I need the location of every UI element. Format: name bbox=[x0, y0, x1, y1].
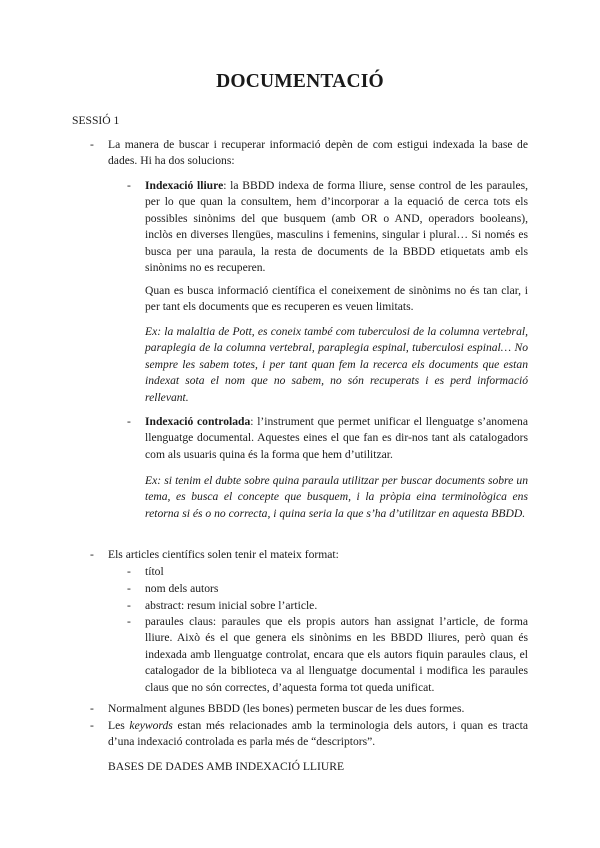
controlled-indexing-term: Indexació controlada bbox=[145, 415, 251, 428]
bullet-dash: - bbox=[90, 138, 94, 151]
articles-paragraph: Els articles científics solen tenir el mateix format: bbox=[108, 548, 339, 561]
sub-bullet-dash: - bbox=[127, 565, 131, 578]
free-indexing-term: Indexació lliure bbox=[145, 179, 224, 192]
keywords-pre: Les bbox=[108, 719, 130, 732]
free-indexing-note: Quan es busca informació científica el coneixement de sinònims no és tan clar, i per tant els documents que es recuperen es veuen limitats. bbox=[145, 284, 528, 314]
sub-bullet-dash: - bbox=[127, 582, 131, 595]
bullet-dash: - bbox=[90, 548, 94, 561]
sub-bullet-dash: - bbox=[127, 415, 131, 428]
controlled-indexing-example: Ex: si tenim el dubte sobre quina paraula utilitzar per buscar documents sobre un tema, es busca el concepte que busquem, i la pròpia eina terminològica ens retorna si és o no correcta, i quina seria la que s’ha d’utilitzar en aquesta BBDD. bbox=[145, 474, 528, 520]
free-indexing-example: Ex: la malaltia de Pott, es coneix també com tuberculosi de la columna vertebral, paraplegia de la columna vertebral, paraplegia espinal, tuberculosi espinal… No sempre les sabem totes, i per tant quan fem la recerca els documents que estan indexat sota el nom que no sabem, no són recuperats i es perd informació rellevant. bbox=[145, 325, 528, 404]
document-title: DOCUMENTACIÓ bbox=[216, 71, 384, 92]
free-indexing-paragraph bbox=[145, 178, 528, 276]
sub-bullet-dash: - bbox=[127, 599, 131, 612]
intro-paragraph: La manera de buscar i recuperar informació depèn de com estigui indexada la base de dades. Hi ha dos solucions: bbox=[108, 138, 528, 168]
section-heading: BASES DE DADES AMB INDEXACIÓ LLIURE bbox=[108, 760, 345, 773]
bullet-dash: - bbox=[90, 719, 94, 732]
sub-bullet-dash: - bbox=[127, 179, 131, 192]
databases-paragraph: Normalment algunes BBDD (les bones) permeten buscar de les dues formes. bbox=[108, 702, 465, 715]
keywords-paragraph bbox=[108, 718, 528, 751]
session-heading: SESSIÓ 1 bbox=[72, 114, 120, 127]
controlled-indexing-paragraph bbox=[145, 414, 528, 463]
controlled-indexing-text: : l’instrument que permet unificar el llenguatge s’anomena llenguatge documental. Aquestes eines el que fan es dir-nos tant als catalogadors com als usuaris quina és la forma que hem d’utilitzar. bbox=[145, 415, 528, 461]
free-indexing-text: : la BBDD indexa de forma lliure, sense control de les paraules, per lo que quan la consultem, hem d’incorporar a la equació de cerca tots els possibles sinònims del que busquem (amb OR o AND, operadors booleans), inclòs en diverses llengües, masculins i femenins, singular i plural… Si només es busca per una paraula, la resta de documents de la BBDD etiquetats amb els sinònims no es recuperen. bbox=[145, 179, 529, 275]
format-item-authors: nom dels autors bbox=[145, 582, 219, 595]
format-item-title: títol bbox=[145, 565, 164, 578]
format-item-abstract: abstract: resum inicial sobre l’article. bbox=[145, 599, 318, 612]
sub-bullet-dash: - bbox=[127, 615, 131, 628]
format-item-keywords: paraules claus: paraules que els propis autors han assignat l’article, de forma lliure. Això és el que genera els sinònims en les BBDD lliures, però quan és indexada amb llenguatge controlat, encara que els autors fiquin paraules claus, el catalogador de la biblioteca va al llenguatge documental i modifica les paraules claus que no són correctes, d’aquesta forma tot queda unificat. bbox=[145, 615, 528, 694]
bullet-dash: - bbox=[90, 702, 94, 715]
keywords-term: keywords bbox=[129, 719, 173, 732]
keywords-post: estan més relacionades amb la terminologia dels autors, i quan es tracta d’una indexació controlada es parla més de “descriptors”. bbox=[108, 719, 528, 749]
